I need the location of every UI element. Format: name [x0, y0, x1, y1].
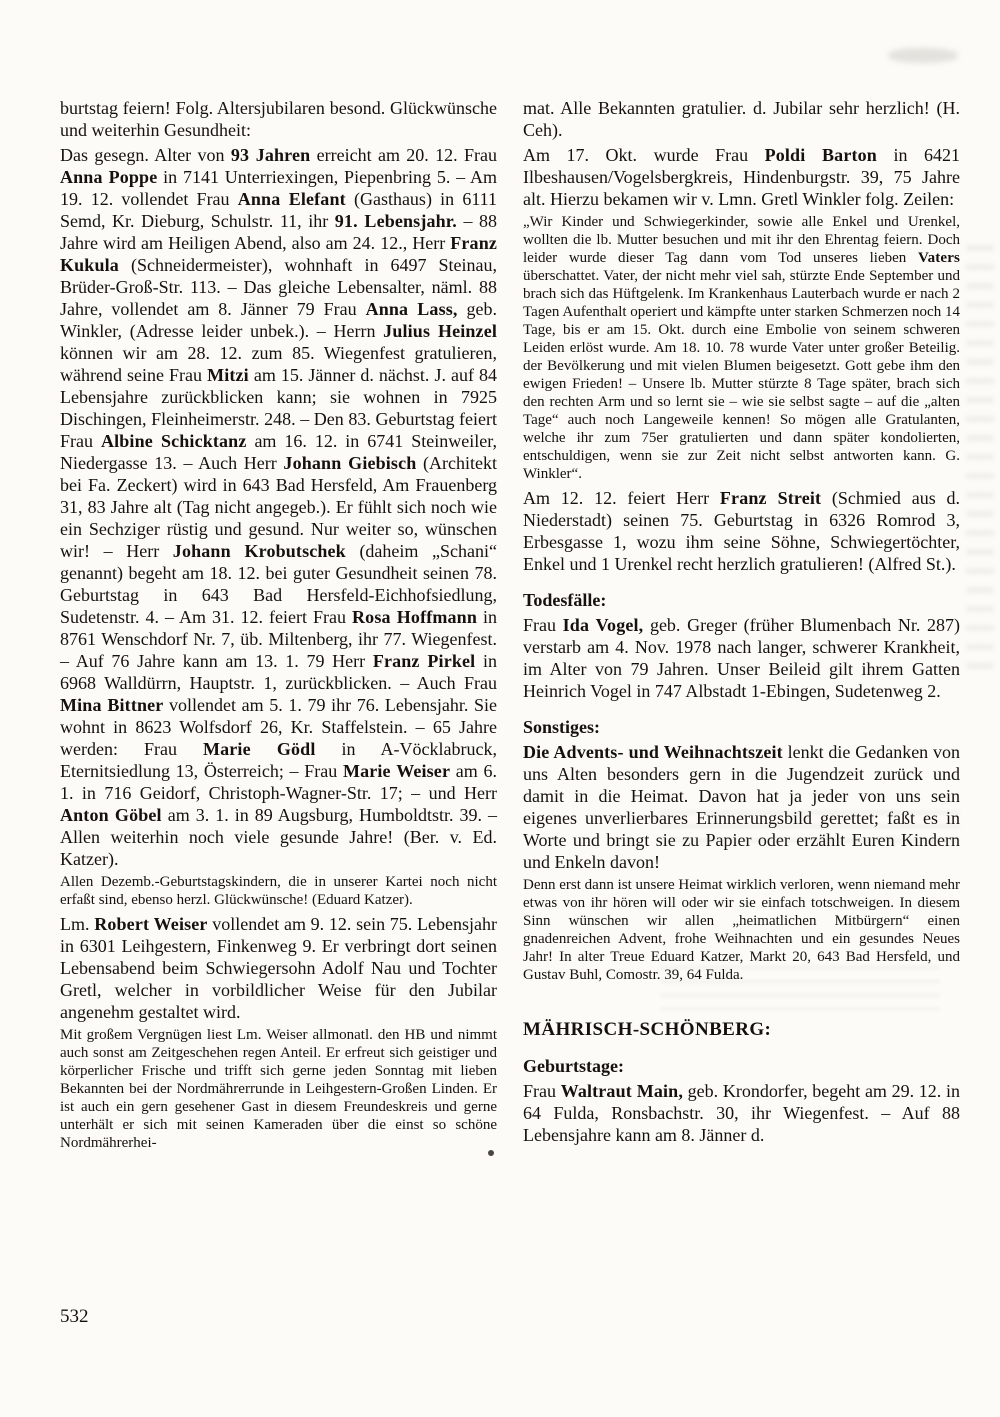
left-column	[60, 97, 497, 1156]
page-number: 532	[60, 1306, 89, 1327]
scan-artifact-smudge	[888, 48, 958, 63]
paragraph-adventszeit: Die Advents- und Weihnachtszeit lenkt die Gedanken von uns Alten besonders gern in die Jugendzeit zurück und damit in die Heimat. Davon hat ja jeder von uns sein eigenes unverlierbares Erinnerungsbild gerettet; faßt es in Worte und bringt sie zu Papier oder erzählt Euren Kindern und Enkeln davon!	[523, 742, 960, 872]
paragraph-carryover: mat. Alle Bekannten gratulier. d. Jubilar sehr herzlich! (H. Ceh).	[523, 98, 960, 140]
note-weiser-details: Mit großem Vergnügen liest Lm. Weiser allmonatl. den HB und nimmt auch sonst am Zeitgeschehen regen Anteil. Er erfreut sich geistiger und körperlicher Frische und trifft sich gerne jeden Sonntag mit lieben Bekannten bei der Nordmährerrunde in Leihgestern-Großen Linden. Er ist auch ein gern gesehener Gast in diesem Freundeskreis und gerne unterhält er sich mit seinen Kameraden über die einst so schöne Nordmährerhei-	[60, 1027, 497, 1151]
heading-geburtstage: Geburtstage:	[523, 1056, 624, 1076]
scan-artifact-bleed-strip	[966, 245, 994, 675]
heading-sonstiges: Sonstiges:	[523, 717, 601, 737]
paragraph-birthday-jubilees: Das gesegn. Alter von 93 Jahren erreicht am 20. 12. Frau Anna Poppe in 7141 Unterriexingen, Piepenbring 5. – Am 19. 12. vollendet Frau Anna Elefant (Gasthaus) in 6111 Semd, Kr. Dieburg, Schulstr. 11, ihr 91. Lebensjahr. – 88 Jahre wird am Heiligen Abend, also am 24. 12., Herr Franz Kukula (Schneidermeister), wohnhaft in 6497 Steinau, Brüder-Groß-Str. 113. – Das gleiche Lebensalter, näml. 88 Jahre, vollendet am 8. Jänner 79 Frau Anna Lass, geb. Winkler, (Adresse leider unbek.). – Herrn Julius Heinzel können wir am 28. 12. zum 85. Wiegenfest gratulieren, während seine Frau Mitzi am 15. Jänner d. nächst. J. auf 84 Lebensjahre zurückblicken kann; sie wohnen in 7925 Dischingen, Fleinheimerstr. 248. – Den 83. Geburtstag feiert Frau Albine Schicktanz am 16. 12. in 6741 Steinweiler, Niedergasse 13. – Auch Herr Johann Giebisch (Architekt bei Fa. Zeckert) wird in 643 Bad Hersfeld, Am Frauenberg 31, 83 Jahre alt (Tag nicht angegeb.). Er fühlt sich noch wie ein Sechziger rüstig und gesund. Nur weiter so, wünschen wir! – Herr Johann Krobutschek (daheim „Schani“ genannt) begeht am 18. 12. bei guter Gesundheit seinen 78. Geburtstag in 643 Bad Hersfeld-Eichhofsiedlung, Sudetenstr. 4. – Am 31. 12. feiert Frau Rosa Hoffmann in 8761 Wenschdorf Nr. 7, üb. Miltenberg, ihr 77. Wiegenfest. – Auf 76 Jahre kann am 13. 1. 79 Herr Franz Pirkel in 6968 Walldürrn, Hauptstr. 1, zurückblicken. – Auch Frau Mina Bittner vollendet am 5. 1. 79 ihr 76. Lebensjahr. Sie wohnt in 8623 Wolfsdorf 26, Kr. Staffelstein. – 65 Jahre werden: Frau Marie Gödl in A-Vöcklabruck, Eternitsiedlung 13, Österreich; – Frau Marie Weiser am 6. 1. in 716 Geidorf, Christoph-Wagner-Str. 17; – und Herr Anton Göbel am 3. 1. in 89 Augsburg, Humboldtstr. 39. – Allen weiterhin noch viele gesunde Jahre! (Ber. v. Ed. Katzer).	[60, 145, 498, 869]
paragraph-waltraut-main: Frau Waltraut Main, geb. Krondorfer, begeht am 29. 12. in 64 Fulda, Ronsbachstr. 30, ihr Wiegenfest. – Auf 88 Lebensjahre kann am 8. Jänner d.	[523, 1081, 960, 1145]
note-heimat-appeal: Denn erst dann ist unsere Heimat wirklich verloren, wenn niemand mehr etwas von ihr hören will oder wir sie einfach totschweigen. In diesem Sinn wünschen wir allen „heimatlichen Mitbürgern“ einen gnadenreichen Advent, frohe Weihnachten und ein gesundes Neues Jahr! In alter Treue Eduard Katzer, Markt 20, 643 Bad Hersfeld, und Gustav Buhl, Comostr. 39, 64 Fulda.	[523, 877, 960, 983]
heading-todesfaelle: Todesfälle:	[523, 590, 607, 610]
paragraph-ida-vogel: Frau Ida Vogel, geb. Greger (früher Blumenbach Nr. 287) verstarb am 4. Nov. 1978 nach langer, schwerer Krankheit, im Alter von 79 Jahren. Unser Beileid gilt ihrem Gatten Heinrich Vogel in 747 Albstadt 1-Ebingen, Sudetenweg 2.	[523, 615, 961, 701]
heading-maehrisch-schoenberg: MÄHRISCH-SCHÖNBERG:	[523, 1019, 772, 1040]
paragraph-poldi-barton: Am 17. Okt. wurde Frau Poldi Barton in 6421 Ilbeshausen/Vogelsbergkreis, Hindenburgstr. 39, 75 Jahre alt. Hierzu bekamen wir v. Lmn. Gretl Winkler folg. Zeilen:	[523, 145, 960, 209]
paragraph-continuation-intro: burtstag feiern! Folg. Altersjubilaren besond. Glückwünsche und weiterhin Gesundheit:	[60, 98, 497, 140]
paragraph-franz-streit: Am 12. 12. feiert Herr Franz Streit (Schmied aus d. Niederstadt) seinen 75. Geburtstag in 6326 Romrod 3, Erbesgasse 1, wozu ihm seine Söhne, Schwiegertöchter, Enkel und 1 Urenkel recht herzlich gratulieren! (Alfred St.).	[523, 488, 960, 574]
note-katzer-greetings: Allen Dezemb.-Geburtstagskindern, die in unserer Kartei noch nicht erfaßt sind, ebenso herzl. Glückwünsche! (Eduard Katzer).	[60, 874, 497, 908]
text-columns	[60, 97, 960, 1156]
paragraph-robert-weiser: Lm. Robert Weiser vollendet am 9. 12. sein 75. Lebensjahr in 6301 Leihgestern, Finkenweg 9. Er verbringt dort seinen Lebensabend beim Schwiegersohn Adolf Nau und Tochter Gretl, welcher in vorbildlicher Weise für den Jubilar angenehm gestaltet wird.	[60, 914, 497, 1022]
right-column	[523, 97, 960, 1156]
letter-gretl-winkler: „Wir Kinder und Schwiegerkinder, sowie alle Enkel und Urenkel, wollten die lb. Mutter besuchen und mit ihr den Ehrentag feiern. Doch leider wurde dieser Tag dann vom Tod unseres lieben Vaters überschattet. Vater, der nicht mehr viel sah, stürzte Ende September und brach sich das Hüftgelenk. Im Krankenhaus Lauterbach wurde er nach 2 Tagen Aufenthalt operiert und kämpfte unter starken Schmerzen noch 14 Tage, bis er am 15. Okt. durch eine Embolie von seinem schweren Leiden erlöst wurde. Am 18. 10. 78 wurde Vater unter großer Beteilig. der Bevölkerung und mit vielen Blumen beigesetzt. Gott gebe ihm den ewigen Frieden! – Unsere lb. Mutter stürzte 8 Tage später, brach sich den rechten Arm und so lernt sie – wie sie selbst sagte – auf die „alten Tage“ auch noch Langeweile kennen! So mögen alle Gratulanten, welche ihr zum 75er gratulierten und dann später kondolierten, entschuldigen, wenn sie zur Zeit nicht selbst antworten kann. G. Winkler“.	[523, 214, 960, 482]
